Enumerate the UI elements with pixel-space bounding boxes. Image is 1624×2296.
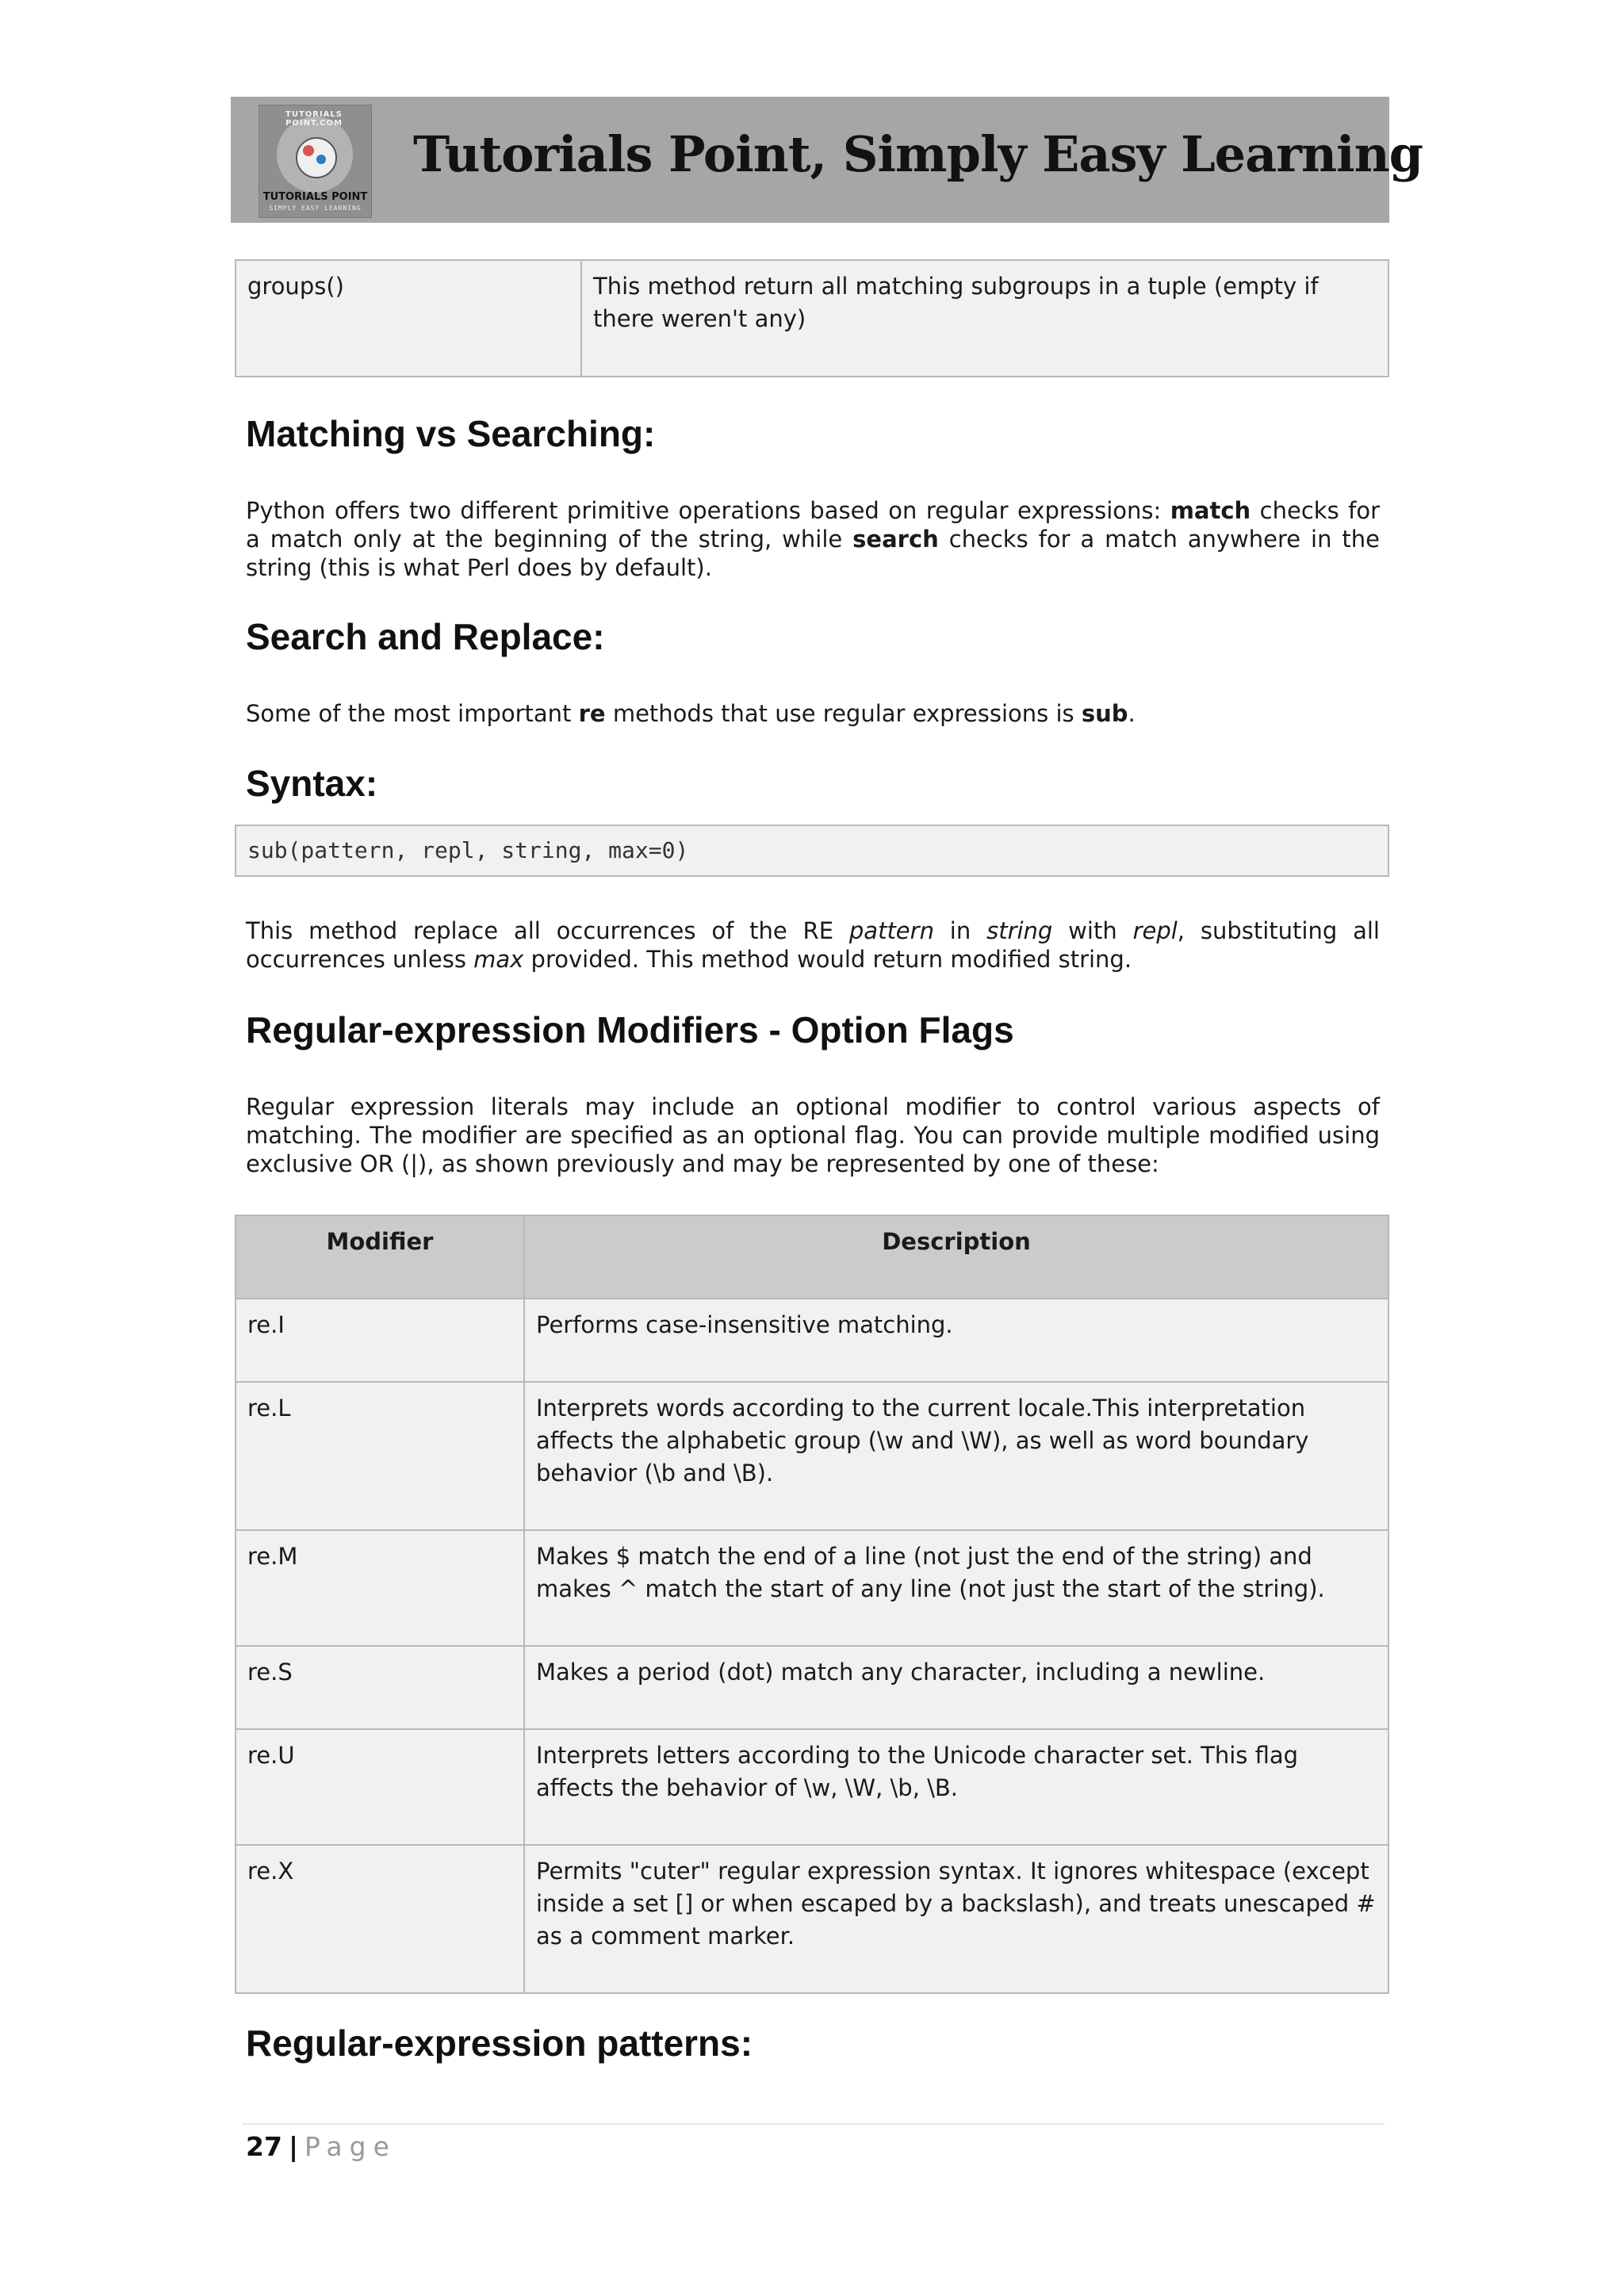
text: . — [1128, 700, 1136, 727]
text: provided. This method would return modified string. — [523, 946, 1132, 973]
bold-term-search: search — [852, 526, 939, 553]
heading-syntax: Syntax: — [246, 763, 378, 804]
column-header-modifier: Modifier — [236, 1215, 524, 1299]
text: Some of the most important — [246, 700, 579, 727]
table-row — [236, 1845, 1388, 1993]
table-row — [236, 1729, 1388, 1845]
table-row — [236, 1530, 1388, 1646]
footer-divider — [243, 2123, 1385, 2125]
bold-term-re: re — [578, 700, 606, 727]
text: checks for a match only at the beginning of the string, while — [246, 497, 1381, 553]
modifier-cell: re.S — [236, 1646, 524, 1729]
heading-search-and-replace: Search and Replace: — [246, 616, 605, 657]
italic-term: repl — [1132, 917, 1178, 944]
column-header-description: Description — [524, 1215, 1388, 1299]
text: This method replace all occurrences of the RE — [246, 917, 849, 944]
description-cell: Interprets letters according to the Unicode character set. This flag affects the behavior of \w, \W, \b, \B. — [524, 1729, 1388, 1845]
modifier-cell: re.U — [236, 1729, 524, 1845]
logo-arc-text: TUTORIALS POINT.COM — [285, 110, 343, 128]
modifiers-table — [235, 1215, 1389, 1994]
code-block: sub(pattern, repl, string, max=0) — [235, 825, 1389, 877]
modifier-cell: re.I — [236, 1299, 524, 1382]
paragraph-syntax — [246, 916, 1380, 974]
methods-table-continued — [235, 259, 1389, 377]
paragraph-search-replace — [246, 699, 1380, 728]
text: in — [933, 917, 987, 944]
paragraph-modifiers: Regular expression literals may include an optional modifier to control various aspects of matching. The modifier are specified as an optional flag. You can provide multiple modified using exclusive OR (|), as shown previously and may be represented by one of these: — [246, 1093, 1380, 1177]
description-cell: Makes a period (dot) match any character, including a newline. — [524, 1646, 1388, 1729]
logo-blue-dot — [316, 155, 326, 164]
method-cell: groups() — [236, 260, 581, 377]
bold-term-sub: sub — [1081, 700, 1128, 727]
modifier-cell: re.X — [236, 1845, 524, 1993]
header-title: Tutorials Point, Simply Easy Learning — [413, 125, 1423, 183]
logo-red-dot — [303, 145, 314, 156]
paragraph-matching — [246, 496, 1380, 582]
table-row — [236, 1382, 1388, 1530]
description-cell: Permits "cuter" regular expression syntax. It ignores whitespace (except inside a set [] or when escaped by a backslash), and treats unescaped # as a comment marker. — [524, 1845, 1388, 1993]
description-cell: Interprets words according to the current locale.This interpretation affects the alphabetic group (\w and \W), as well as word boundary behavior (\b and \B). — [524, 1382, 1388, 1530]
table-row — [236, 1646, 1388, 1729]
italic-term: string — [986, 917, 1053, 944]
table-row — [236, 1299, 1388, 1382]
modifier-cell: re.M — [236, 1530, 524, 1646]
table-header-row — [236, 1215, 1388, 1299]
tutorials-point-logo — [259, 105, 372, 218]
text: checks for a match anywhere in the string (this is what Perl does by default). — [246, 526, 1380, 581]
text: with — [1052, 917, 1133, 944]
page-number: 27 — [246, 2131, 282, 2162]
text: Python offers two different primitive operations based on regular expressions: — [246, 497, 1170, 524]
footer-separator: | — [288, 2131, 298, 2162]
logo-tagline: SIMPLY EASY LEARNING — [269, 205, 362, 212]
text: , substituting all occurrences unless — [246, 917, 1380, 973]
table-row — [236, 260, 1388, 377]
bold-term-match: match — [1170, 497, 1251, 524]
page-header — [231, 97, 1423, 223]
page-label: Page — [304, 2131, 396, 2162]
logo-name: TUTORIALS POINT — [262, 191, 368, 203]
italic-term: max — [473, 946, 524, 973]
heading-matching-vs-searching: Matching vs Searching: — [246, 413, 656, 454]
heading-modifiers: Regular-expression Modifiers - Option Flags — [246, 1009, 1014, 1050]
text: methods that use regular expressions is — [605, 700, 1082, 727]
description-cell: Makes $ match the end of a line (not just the end of the string) and makes ^ match the start of any line (not just the start of the string). — [524, 1530, 1388, 1646]
heading-regex-patterns: Regular-expression patterns: — [246, 2022, 753, 2064]
italic-term: pattern — [848, 917, 934, 944]
page-footer — [246, 2131, 396, 2163]
method-description-cell: This method return all matching subgroups in a tuple (empty if there weren't any) — [581, 260, 1388, 377]
description-cell: Performs case-insensitive matching. — [524, 1299, 1388, 1382]
modifier-cell: re.L — [236, 1382, 524, 1530]
